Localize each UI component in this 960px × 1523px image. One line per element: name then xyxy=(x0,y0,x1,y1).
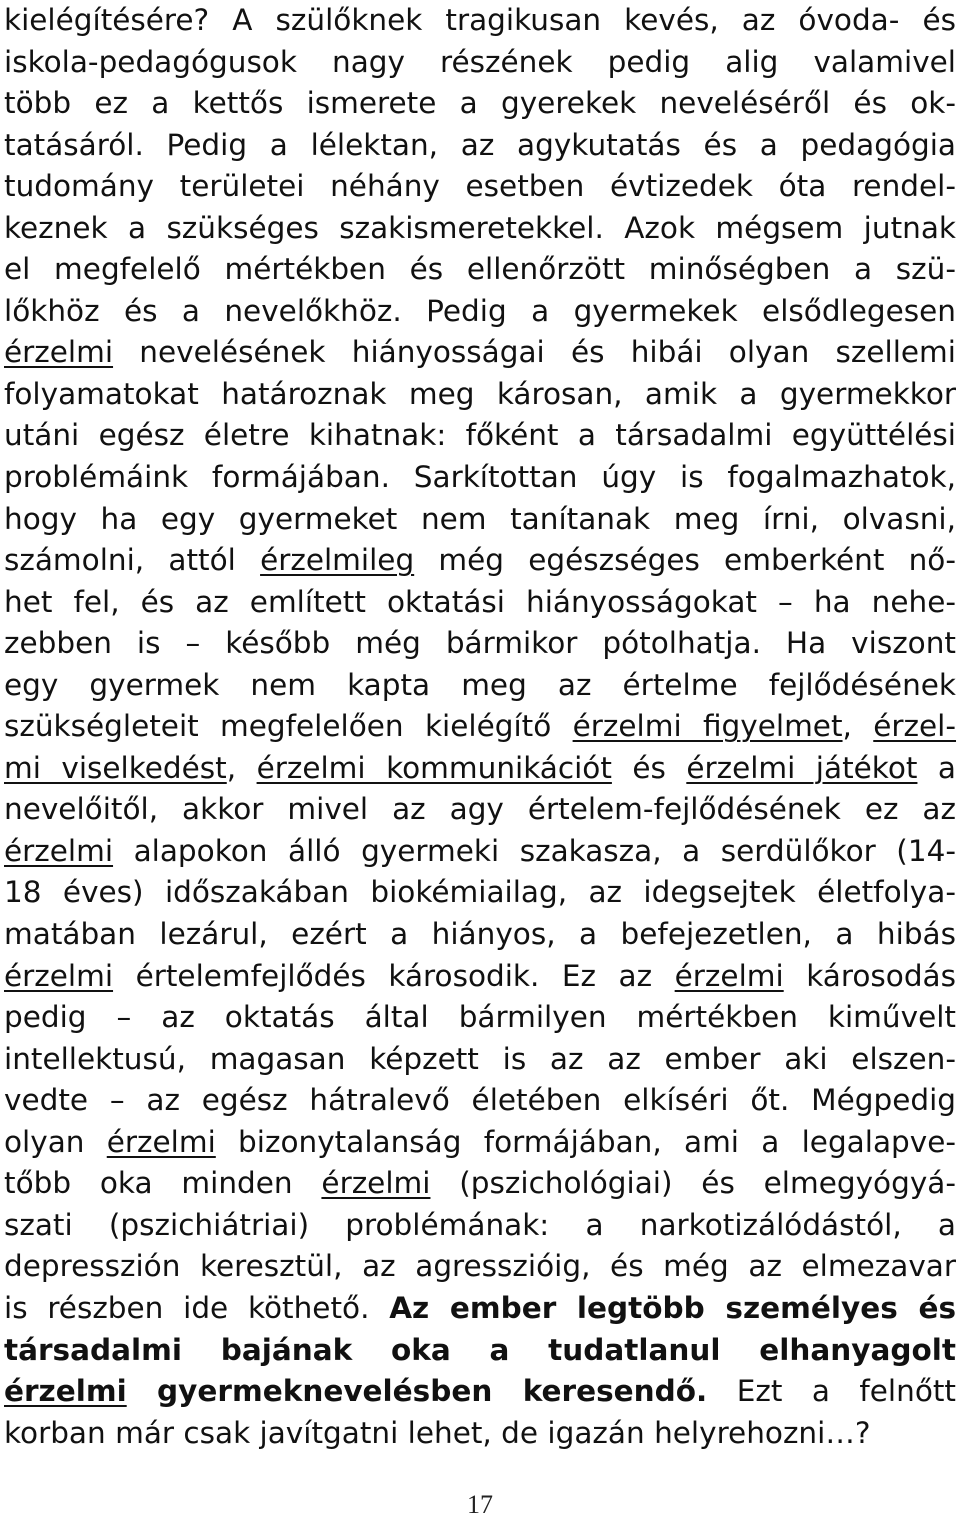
text-segment: hogy ha egy gyermeket nem tanítanak meg írni, olvasni, xyxy=(4,501,956,536)
text-segment: intellektusú, magasan képzett is az az ember aki elszen- xyxy=(4,1041,956,1076)
text-line xyxy=(4,748,956,790)
text-segment: tatásáról. Pedig a lélektan, az agykutatás és a pedagógia xyxy=(4,127,956,162)
text-segment: is részben ide köthető. xyxy=(4,1290,390,1325)
text-line xyxy=(4,499,956,541)
text-segment: matában lezárul, ezért a hiányos, a befejezetlen, a hibás xyxy=(4,917,956,952)
text-segment: lőkhöz és a nevelőkhöz. Pedig a gyermekek elsődlegesen xyxy=(4,293,956,328)
page-number: 17 xyxy=(467,1490,493,1519)
text-line xyxy=(4,623,956,665)
text-line xyxy=(4,914,956,956)
text-line xyxy=(4,540,956,582)
text-line xyxy=(4,789,956,831)
text-segment: kielégítésére? A szülőknek tragikusan kevés, az óvoda- és xyxy=(4,3,956,37)
text-line xyxy=(4,872,956,914)
text-line xyxy=(4,1413,956,1455)
text-segment: (pszichológiai) és elmegyógyá- xyxy=(430,1166,957,1201)
text-segment: károsodás xyxy=(783,958,956,993)
text-segment: iskola-pedagógusok nagy részének pedig alig valamivel xyxy=(4,44,956,79)
text-segment: folyamatokat határoznak meg károsan, amik a gyermekkor xyxy=(4,376,956,411)
text-segment: nevelőitől, akkor mivel az agy értelem-fejlődésének ez az xyxy=(4,792,956,827)
text-line xyxy=(4,374,956,416)
text-line xyxy=(4,831,956,873)
body-text xyxy=(4,0,956,1454)
text-line xyxy=(4,83,956,125)
text-segment: és xyxy=(611,750,687,785)
text-segment: értelemfejlődés károsodik. Ez az xyxy=(113,958,675,993)
text-segment: olyan xyxy=(4,1124,107,1159)
underlined-term: érzelmi xyxy=(674,958,784,993)
text-line xyxy=(4,415,956,457)
text-segment: egy gyermek nem kapta meg az értelme fejlődésének xyxy=(4,667,956,702)
text-line xyxy=(4,1246,956,1288)
text-line xyxy=(4,166,956,208)
text-segment: alapokon álló gyermeki szakasza, a serdülőkor (14- xyxy=(113,833,956,868)
text-line xyxy=(4,1080,956,1122)
text-segment: keznek a szükséges szakismeretekkel. Azok mégsem jutnak xyxy=(4,210,956,245)
text-segment: számolni, attól xyxy=(4,543,261,578)
text-segment: el megfelelő mértékben és ellenőrzött minőségben a szü- xyxy=(4,252,956,287)
text-segment: problémáink formájában. Sarkítottan úgy is fogalmazhatok, xyxy=(4,460,956,495)
text-line xyxy=(4,1122,956,1164)
text-segment: Ezt a felnőtt xyxy=(707,1374,956,1409)
underlined-term: érzelmi kommunikációt xyxy=(256,750,612,785)
text-segment: tőbb oka minden xyxy=(4,1166,322,1201)
text-segment: még egészséges emberként nő- xyxy=(414,543,956,578)
text-line xyxy=(4,125,956,167)
underlined-term: érzelmi xyxy=(106,1124,216,1159)
text-segment: több ez a kettős ismerete a gyerekek neveléséről és ok- xyxy=(4,86,956,121)
text-line xyxy=(4,291,956,333)
underlined-term: mi viselkedést xyxy=(4,750,227,785)
text-segment: szati (pszichiátriai) problémának: a narkotizálódástól, a xyxy=(4,1207,956,1242)
text-line xyxy=(4,249,956,291)
text-line xyxy=(4,332,956,374)
text-line xyxy=(4,0,956,42)
text-segment: zebben is – később még bármikor pótolhatja. Ha viszont xyxy=(4,626,956,661)
text-line xyxy=(4,208,956,250)
text-segment: , xyxy=(842,709,874,744)
text-line xyxy=(4,1205,956,1247)
bold-text: gyermeknevelésben keresendő. xyxy=(126,1374,708,1409)
underlined-term: érzelmi játékot xyxy=(686,750,918,785)
bold-text: Az ember legtöbb személyes és xyxy=(389,1290,957,1325)
underlined-term: érzelmi xyxy=(4,958,114,993)
text-segment: a xyxy=(917,750,956,785)
text-segment: bizonytalanság formájában, ami a legalapve- xyxy=(215,1124,957,1159)
underlined-term: érzelmileg xyxy=(260,543,415,578)
underlined-term: érzelmi xyxy=(321,1166,431,1201)
bold-text: társadalmi bajának oka a tudatlanul elhanyagolt xyxy=(4,1332,956,1367)
text-line xyxy=(4,42,956,84)
text-line xyxy=(4,457,956,499)
text-line xyxy=(4,665,956,707)
text-line xyxy=(4,582,956,624)
text-segment: 18 éves) időszakában biokémiailag, az idegsejtek életfolya- xyxy=(4,875,956,910)
text-line xyxy=(4,706,956,748)
text-line xyxy=(4,956,956,998)
text-line xyxy=(4,1330,956,1372)
text-segment: korban már csak javítgatni lehet, de igazán helyrehozni…? xyxy=(4,1415,871,1450)
underlined-term: érzel- xyxy=(873,709,957,744)
text-segment: het fel, és az említett oktatási hiányosságokat – ha nehe- xyxy=(4,584,956,619)
text-segment: szükségleteit megfelelően kielégítő xyxy=(4,709,573,744)
text-line xyxy=(4,997,956,1039)
text-segment: pedig – az oktatás által bármilyen mértékben kiművelt xyxy=(4,1000,956,1035)
text-line xyxy=(4,1163,956,1205)
text-segment: depresszión keresztül, az agresszióig, és még az elmezavar xyxy=(4,1249,956,1284)
underlined-term: érzelmi xyxy=(4,1374,127,1409)
underlined-term: érzelmi xyxy=(4,335,114,370)
text-segment: , xyxy=(226,750,257,785)
text-segment: vedte – az egész hátralevő életében elkíséri őt. Mégpedig xyxy=(4,1083,956,1118)
text-segment: utáni egész életre kihatnak: főként a társadalmi együttélési xyxy=(4,418,956,453)
underlined-term: érzelmi xyxy=(4,833,114,868)
underlined-term: érzelmi figyelmet xyxy=(572,709,843,744)
text-line xyxy=(4,1371,956,1413)
text-segment: nevelésének hiányosságai és hibái olyan szellemi xyxy=(113,335,956,370)
text-segment: tudomány területei néhány esetben évtizedek óta rendel- xyxy=(4,169,956,204)
text-line xyxy=(4,1039,956,1081)
text-line xyxy=(4,1288,956,1330)
